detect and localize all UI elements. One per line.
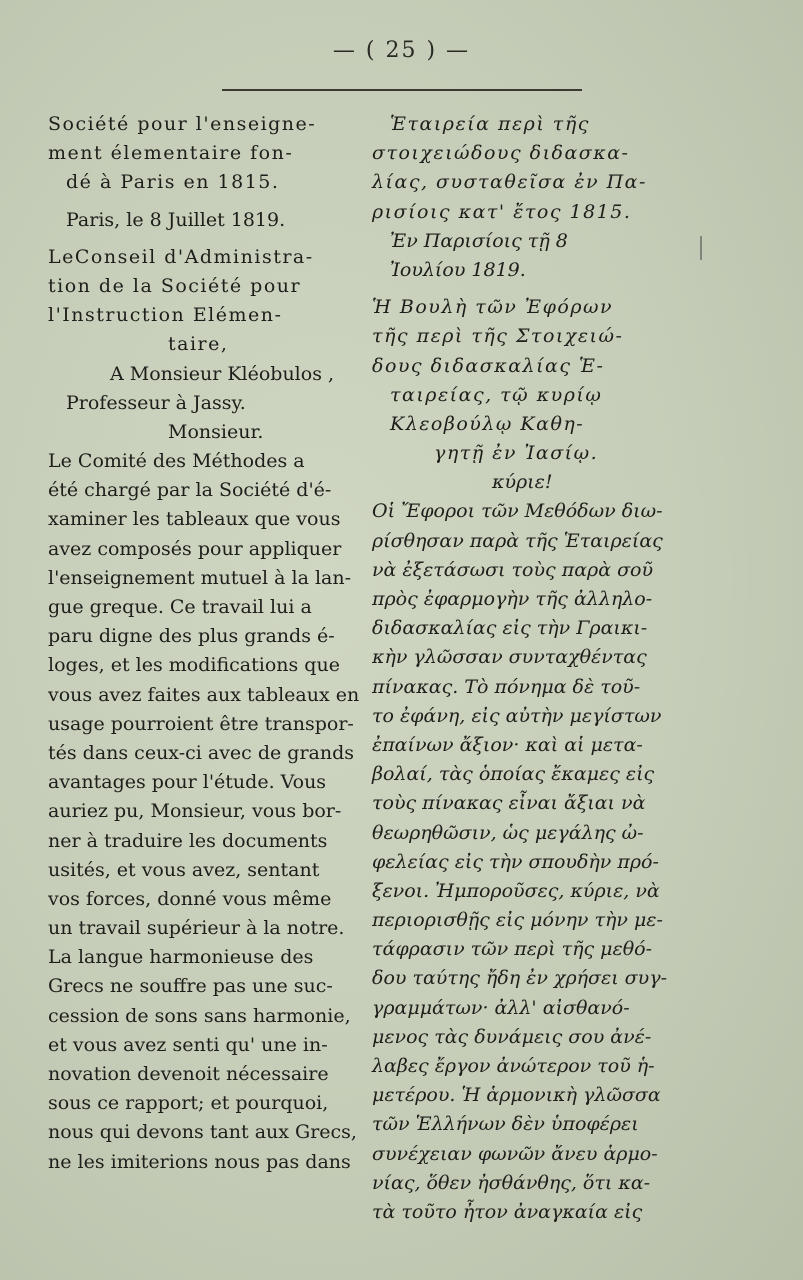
french-text-line: novation devenoit nécessaire [48, 1063, 329, 1085]
greek-text-line: διδασκαλίας εἰς τὴν Γραικι- [372, 617, 648, 640]
french-text-line: l'Instruction Elémen- [48, 304, 283, 327]
french-text-line: usités, et vous avez, sentant [48, 858, 320, 881]
french-text-line: Professeur à Jassy. [66, 391, 246, 414]
greek-text-line: συνέχειαν φωνῶν ἄνευ ἁρμο- [372, 1142, 658, 1165]
greek-text-line: ἐπαίνων ἄξιον· καὶ αἱ μετα- [372, 733, 643, 756]
greek-text-line: Ἡ Βουλὴ τῶν Ἐφόρων [372, 296, 614, 319]
greek-text-line: Ἐν Παρισίοις τῇ 8 [390, 229, 568, 252]
greek-text-line: το ἐφάνη, εἰς αὐτὴν μεγίστων [372, 704, 662, 727]
margin-mark [700, 236, 702, 260]
greek-text-line: περιορισθῇς εἰς μόνην τὴν με- [372, 909, 663, 932]
french-text-line: vos forces, donné vous même [48, 887, 332, 910]
french-text-line: et vous avez senti qu' une in- [48, 1033, 328, 1056]
greek-text-line: Κλεοβούλῳ Καθη- [390, 412, 585, 435]
french-text-line: vous avez faites aux tableaux en [48, 683, 360, 706]
french-text-line: loges, et les modifications que [48, 654, 340, 677]
page-number: — ( 25 ) — [332, 38, 471, 63]
french-text-line: tés dans ceux-ci avec de grands [48, 741, 355, 764]
greek-text-line: πίνακας. Τὸ πόνημα δὲ τοῦ- [372, 675, 641, 698]
french-text-line: Monsieur. [168, 420, 264, 443]
greek-text-line: βολαί, τὰς ὁποίας ἔκαμες εἰς [372, 763, 655, 786]
french-text-line: gue greque. Ce travail lui a [48, 596, 312, 618]
greek-text-line: ταιρείας, τῷ κυρίῳ [390, 383, 603, 406]
french-text-line: avantages pour l'étude. Vous [48, 771, 327, 794]
french-text-line: xaminer les tableaux que vous [48, 508, 341, 531]
french-text-line: LeConseil d'Administra- [48, 245, 314, 268]
french-text-line: ment élementaire fon- [48, 142, 294, 165]
french-text-line: dé à Paris en 1815. [66, 171, 280, 194]
french-text-line: ner à traduire les documents [48, 829, 328, 852]
french-text-line: La langue harmonieuse des [48, 946, 314, 969]
greek-text-line: λαβες ἔργον ἀνώτερον τοῦ ἡ- [372, 1055, 655, 1077]
greek-text-line: κὴν γλῶσσαν συνταχθέντας [372, 646, 647, 669]
french-text-line: paru digne des plus grands é- [48, 625, 335, 648]
greek-text-line: τοὺς πίνακας εἶναι ἄξιαι νὰ [372, 792, 646, 815]
french-text-line: ne les imiterions nous pas dans [48, 1150, 351, 1173]
french-text-line: nous qui devons tant aux Grecs, [48, 1121, 357, 1144]
greek-text-line: λίας, συσταθεῖσα ἐν Πα- [372, 171, 647, 194]
french-text-line: usage pourroient être transpor- [48, 712, 354, 735]
greek-text-line: μενος τὰς δυνάμεις σου ἀνέ- [372, 1025, 652, 1048]
greek-text-line: τῆς περὶ τῆς Στοιχειώ- [372, 325, 624, 348]
greek-text-line: μετέρου. Ἡ ἁρμονικὴ γλῶσσα [372, 1084, 661, 1107]
greek-text-line: γητῇ ἐν Ἰασίῳ. [434, 442, 599, 465]
french-text-line: cession de sons sans harmonie, [48, 1004, 351, 1027]
french-text-line: un travail supérieur à la notre. [48, 917, 345, 940]
greek-text-line: νὰ ἐξετάσωσι τοὺς παρὰ σοῦ [372, 558, 654, 581]
french-text-line: tion de la Société pour [48, 274, 302, 297]
french-text-line: été chargé par la Société d'é- [48, 479, 332, 502]
greek-column [372, 110, 682, 1227]
greek-text-line: ρίσθησαν παρὰ τῆς Ἑταιρείας [372, 529, 663, 552]
greek-text-line: γραμμάτων· ἀλλ' αἰσθανό- [372, 996, 630, 1019]
french-text-line: A Monsieur Kléobulos , [110, 362, 335, 385]
greek-text-line: τάφρασιν τῶν περὶ τῆς μεθό- [372, 938, 653, 961]
french-column [48, 110, 366, 1177]
french-text-line: sous ce rapport; et pourquoi, [48, 1092, 329, 1115]
french-text-line: Le Comité des Méthodes a [48, 450, 305, 473]
greek-text-line: Οἱ Ἔφοροι τῶν Μεθόδων διω- [372, 500, 663, 523]
greek-text-line: τῶν Ἑλλήνων δὲν ὑποφέρει [372, 1113, 639, 1136]
french-text-line: Paris, le 8 Juillet 1819. [66, 208, 286, 231]
french-text-line: auriez pu, Monsieur, vous bor- [48, 800, 342, 823]
greek-text-line: στοιχειώδους διδασκα- [372, 142, 630, 165]
french-text-line: taire, [168, 333, 229, 356]
greek-text-line: Ἰουλίου 1819. [390, 258, 526, 281]
french-text-line [48, 198, 366, 206]
greek-text-line: δους διδασκαλίας Ἑ- [372, 354, 605, 377]
greek-text-line: φελείας εἰς τὴν σπουδὴν πρό- [372, 850, 659, 873]
french-text-line: l'enseignement mutuel à la lan- [48, 566, 352, 589]
greek-text-line [372, 285, 682, 293]
french-text-line [48, 235, 366, 243]
greek-text-line: νίας, ὅθεν ἠσθάνθης, ὅτι κα- [372, 1171, 651, 1194]
greek-text-line: ρισίοις κατ' ἔτος 1815. [372, 200, 632, 223]
header-rule [222, 89, 582, 91]
greek-text-line: κύριε! [492, 471, 553, 494]
greek-text-line: Ἑταιρεία περὶ τῆς [390, 113, 590, 135]
greek-text-line: τὰ τοῦτο ἦτον ἀναγκαία εἰς [372, 1200, 643, 1223]
greek-text-line: πρὸς ἐφαρμογὴν τῆς ἀλληλο- [372, 588, 653, 610]
french-text-line: Grecs ne souffre pas une suc- [48, 975, 333, 998]
greek-text-line: δου ταύτης ἤδη ἐν χρήσει συγ- [372, 967, 667, 990]
greek-text-line: θεωρηθῶσιν, ὡς μεγάλης ὠ- [372, 821, 644, 844]
french-text-line: Société pour l'enseigne- [48, 113, 317, 135]
greek-text-line: ξενοι. Ἠμποροῦσες, κύριε, νὰ [372, 879, 660, 902]
french-text-line: avez composés pour appliquer [48, 537, 342, 560]
